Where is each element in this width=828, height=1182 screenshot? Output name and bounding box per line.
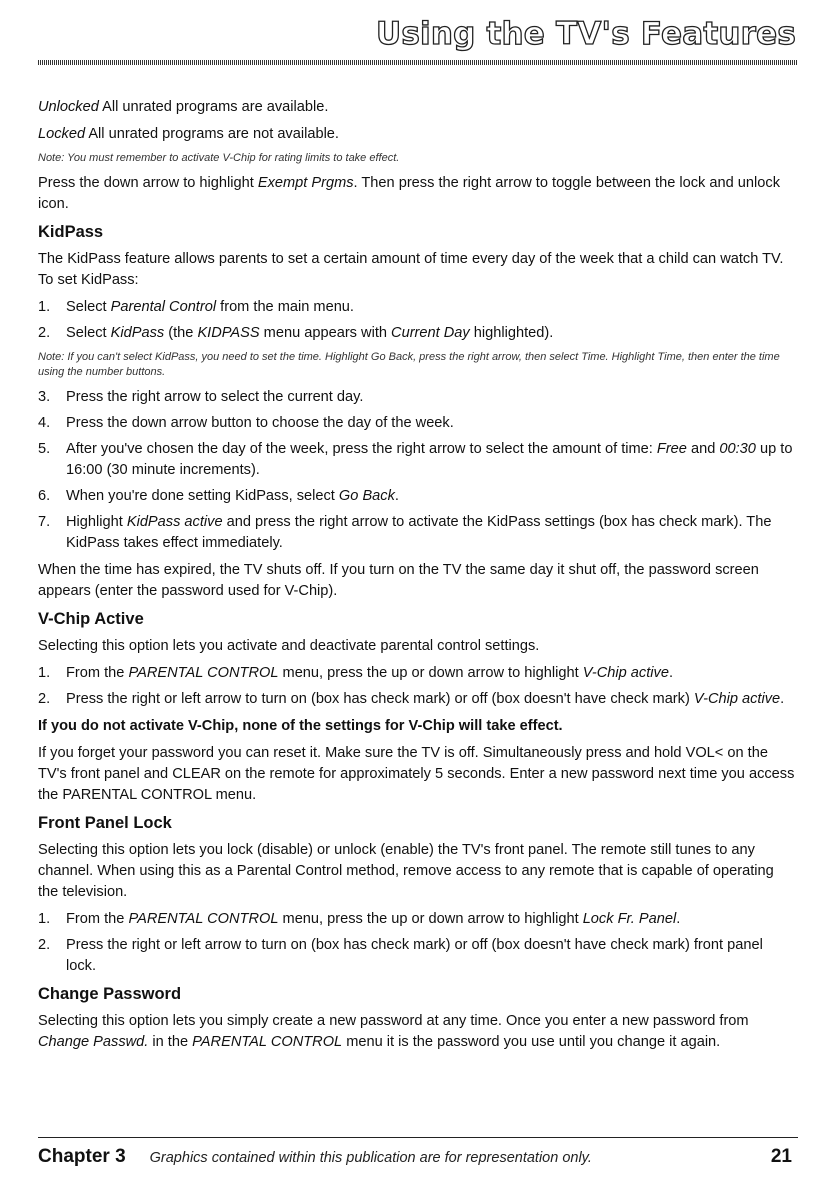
vchip-warning: If you do not activate V-Chip, none of the settings for V-Chip will take effect. (38, 717, 563, 734)
kidpass-steps-continued (38, 387, 796, 554)
header-rule (38, 60, 798, 65)
kidpass-step-5: 5. After you've chosen the day of the week, press the right arrow to select the amount of time: Free and 00:30 up to 16:00 (30 minute increments). (38, 440, 793, 478)
vchip-active-heading: V-Chip Active (38, 609, 144, 628)
page-content (38, 97, 796, 1059)
kidpass-note: Note: If you can't select KidPass, you need to set the time. Highlight Go Back, press the right arrow, then select Time. Highlight Time, then enter the time using the number buttons. (38, 350, 780, 378)
vchip-active-steps (38, 663, 796, 710)
front-panel-lock-heading: Front Panel Lock (38, 813, 172, 832)
note-vchip-reminder: Note: You must remember to activate V-Chip for rating limits to take effect. (38, 152, 400, 164)
option-unlocked: Unlocked All unrated programs are available. (38, 99, 329, 115)
exempt-paragraph: Press the down arrow to highlight Exempt Prgms. Then press the right arrow to toggle between the lock and unlock icon. (38, 174, 780, 212)
chapter-label: Chapter 3 (38, 1146, 126, 1167)
kidpass-step-1: 1. Select Parental Control from the main menu. (38, 298, 354, 315)
change-password-heading: Change Password (38, 984, 182, 1003)
kidpass-step-6: 6. When you're done setting KidPass, select Go Back. (38, 487, 399, 504)
kidpass-step-7: 7. Highlight KidPass active and press the right arrow to activate the KidPass settings (box has check mark). The KidPass takes effect immediately. (38, 513, 772, 551)
page-footer (38, 1146, 792, 1168)
front-panel-lock-intro: Selecting this option lets you lock (disable) or unlock (enable) the TV's front panel. The remote still tunes to any channel. When using this as a Parental Control method, remove access to any remote that is capable of operating the television. (38, 841, 774, 900)
kidpass-steps (38, 297, 796, 344)
kidpass-step-4: 4. Press the down arrow button to choose the day of the week. (38, 414, 454, 431)
kidpass-intro: The KidPass feature allows parents to set a certain amount of time every day of the week that a child can watch TV. To set KidPass: (38, 250, 784, 288)
footer-rule (38, 1137, 798, 1138)
vchip-active-step-1: 1. From the PARENTAL CONTROL menu, press the up or down arrow to highlight V-Chip active. (38, 664, 673, 681)
kidpass-step-2: 2. Select KidPass (the KIDPASS menu appears with Current Day highlighted). (38, 324, 554, 341)
front-panel-step-1: 1. From the PARENTAL CONTROL menu, press the up or down arrow to highlight Lock Fr. Panel. (38, 910, 681, 927)
front-panel-step-2: 2. Press the right or left arrow to turn on (box has check mark) or off (box doesn't have check mark) front panel lock. (38, 936, 763, 974)
footer-disclaimer: Graphics contained within this publication are for representation only. (149, 1150, 592, 1166)
kidpass-heading: KidPass (38, 222, 104, 241)
page-header-title: Using the TV's Features (376, 16, 796, 52)
forgot-password-paragraph: If you forget your password you can reset it. Make sure the TV is off. Simultaneously press and hold VOL< on the TV's front panel and CLEAR on the remote for approximately 5 seconds. Enter a new password next time you access the PARENTAL CONTROL menu. (38, 744, 795, 803)
kidpass-step-3: 3. Press the right arrow to select the current day. (38, 388, 364, 405)
vchip-active-intro: Selecting this option lets you activate and deactivate parental control settings. (38, 637, 540, 654)
kidpass-expired-paragraph: When the time has expired, the TV shuts off. If you turn on the TV the same day it shut off, the password screen appears (enter the password used for V-Chip). (38, 561, 759, 599)
front-panel-lock-steps (38, 909, 796, 977)
option-locked: Locked All unrated programs are not available. (38, 126, 339, 142)
change-password-paragraph: Selecting this option lets you simply create a new password at any time. Once you enter a new password from Change Passwd. in the PARENTAL CONTROL menu it is the password you use until you change it again. (38, 1012, 749, 1050)
vchip-active-step-2: 2. Press the right or left arrow to turn on (box has check mark) or off (box doesn't have check mark) V-Chip active. (38, 690, 785, 707)
page-number: 21 (770, 1146, 792, 1167)
